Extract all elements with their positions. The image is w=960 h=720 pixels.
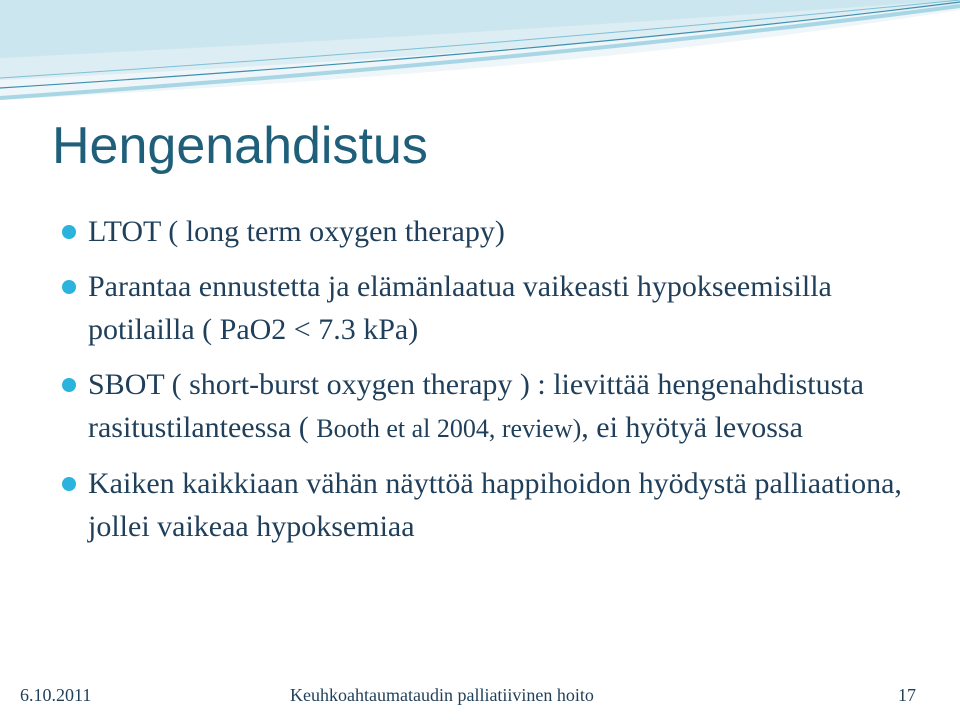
bullet-text: Parantaa ennustetta ja elämänlaatua vaikeasti hypokseemisilla potilailla ( PaO2 < 7.3 kPa) [88,270,832,346]
bullet-text: SBOT ( short-burst oxygen therapy ) : lievittää hengenahdistusta rasitustilanteessa ( [88,368,864,444]
bullet-citation: Booth et al 2004, review) [316,414,582,443]
page-number: 17 [898,685,916,705]
footer-date: 6.10.2011 [20,685,92,705]
header-wave-decoration [0,0,960,110]
bullet-item [56,462,936,548]
bullet-text-tail: , ei hyötyä levossa [581,411,803,444]
bullet-item [56,363,936,450]
bullet-text: Kaiken kaikkiaan vähän näyttöä happihoidon hyödystä palliaationa, jollei vaikeaa hypoksemiaa [88,467,902,543]
bullet-item [56,210,936,253]
footer-title: Keuhkoahtaumataudin palliatiivinen hoito [290,685,594,705]
slide-title: Hengenahdistus [52,117,428,175]
bullet-item [56,265,936,351]
bullet-text: LTOT ( long term oxygen therapy) [88,215,505,248]
bullet-list [56,210,936,560]
